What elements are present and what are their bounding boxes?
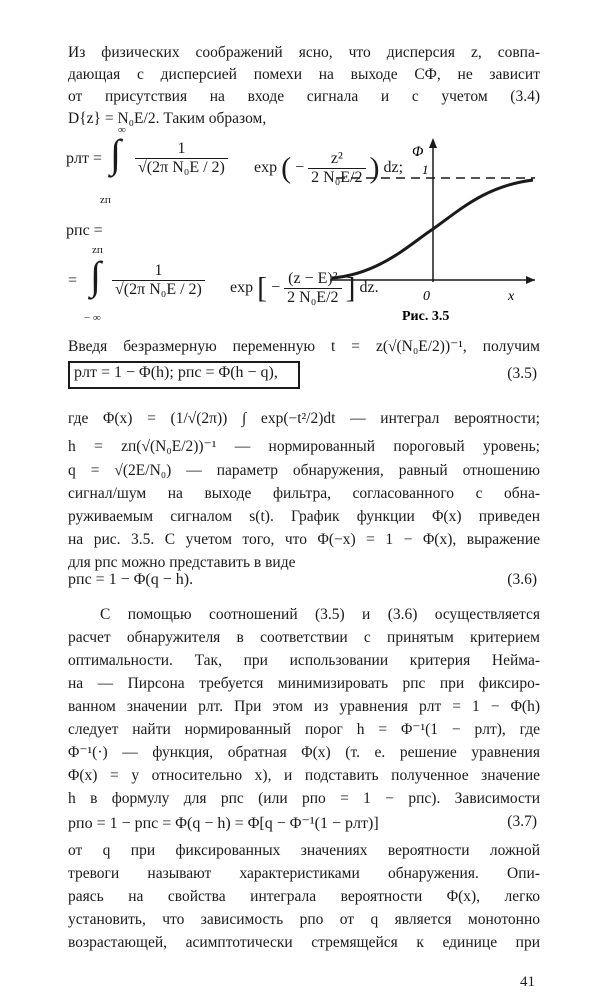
exp-num: z² [308,150,365,169]
equation-number: (3.5) [507,365,537,382]
figure-caption: Рис. 3.5 [402,309,450,324]
text-line: q = √(2E/N₀) — параметр обнаружения, равный отношению [68,462,540,479]
x-axis-label: x [508,289,515,304]
text-line: возрастающей, асимптотически стремящейся к единице при [68,934,540,951]
frac-num: 1 [135,140,228,159]
text-line: от q при фиксированных значениях вероятности ложной [68,842,540,859]
integral-lower-limit: zп [100,194,111,206]
integral-upper-limit: zп [92,244,103,256]
exp-func: exp [ − $\frac{\text{(z − E)²}}{\text{2 N₀E/2}}$ ] dz. [230,270,379,306]
equation-number: (3.7) [507,813,537,830]
text-line: раясь на свойства интеграла вероятности Φ(x), легко [68,888,540,905]
text-line: h = zп(√(N₀E/2))⁻¹ — нормированный пороговый уровень; [68,438,540,455]
frac-den: √(2π N₀E / 2) [115,281,202,298]
text-line: следует найти нормированный порог h = Φ⁻¹(1 − pлт), где [68,721,540,738]
text-line: от присутствия на входе сигнала и с учетом (3.4) [68,88,540,105]
text-line: на рис. 3.5. С учетом того, что Φ(−x) = 1 − Φ(x), выражение [68,531,540,548]
exp-den: 2 N₀E/2 [287,289,339,306]
fraction [112,262,205,299]
eq-tail: dz; [383,159,404,177]
eq-lhs: pлт = [66,150,102,167]
figure-3-5 [330,134,542,334]
eq-lhs: pпс = [66,222,103,239]
integral-lower-limit: − ∞ [84,312,101,324]
text-line: установить, что зависимость pпо от q является монотонно [68,911,540,928]
page-number: 41 [520,974,535,990]
eq-tail: dz. [359,279,379,297]
text-line: ванном значении pлт. При этом из уравнения pлт = 1 − Φ(h) [68,698,540,715]
text-line: где Φ(x) = (1/√(2π)) ∫ exp(−t²/2)dt — интеграл вероятности; [68,410,540,427]
text-line: h в формулу для pпс (или pпо = 1 − pпс). Зависимости [68,790,540,807]
text-line: С помощью соотношений (3.5) и (3.6) осуществляется [100,606,540,623]
text-line: сигнал/шум на выходе фильтра, согласованного с обна- [68,485,540,502]
text-line: руживаемым сигналом s(t). График функции Φ(x) приведен [68,508,540,525]
text-line: на — Пирсона требуется минимизировать pпс при фиксиро- [68,675,540,692]
text-line: Φ⁻¹(·) — функция, обратная Φ(x) (т. е. решение уравнения [68,744,540,761]
frac-den: √(2π N₀E / 2) [138,159,225,176]
book-page: Из физических соображений ясно, что дисперсия z, совпа- дающая с дисперсией помехи на выходе СФ, не зависит от присутствия на входе сигнала и с учетом (3.4) D{z} = N₀E/2. Таким образом, pлт = ∞ ∫ zп $\frac{1}{\text{√(2π N₀E / 2)}}$ exp ( − $\frac{\text{z²}}{\text{2 N₀E/2}}$ ) dz; pпс = zп = ∫ − ∞ $\frac{1}{\text{√(2π N₀E / 2)}}$ exp [ − $\frac{\text{(z − E)²}}{\text{2 N₀E/2}}$ ] dz. Φ 1 0 x Рис. 3.5 Введя безразмерную переменную t = z(√(N₀E/2))⁻¹, получим pлт = 1 − Φ(h); pпс = Φ(h − q), (3.5) где Φ(x) = (1/√(2π)) ∫ exp(−t²/2)dt — интеграл вероятности; h = zп(√(N₀E/2))⁻¹ — нормированный пороговый уровень; q = √(2E/N₀) — параметр обнаружения, равный отношению сигнал/шум на выходе фильтра, согласованного с обна- руживаемым сигналом s(t). График функции Φ(x) приведен на рис. 3.5. С учетом того, что Φ(−x) = 1 − Φ(x), выражение для pпс можно представить в виде pпс = 1 − Φ(q − h). (3.6) С помощью соотношений (3.5) и (3.6) осуществляется расчет обнаружителя в соответствии с принятым критерием оптимальности. Так, при использовании критерия Нейма- на — Пирсона требуется минимизировать pпс при фиксиро- ванном значении pлт. При этом из уравнения pлт = 1 − Φ(h) следует найти нормированный порог h = Φ⁻¹(1 − pлт), где Φ⁻¹(·) — функция, обратная Φ(x) (т. е. решение уравнения Φ(x) = y относительно x), и подставить полученное значение h в формулу для pпс (или pпо = 1 − pпс). Зависимости pпо = 1 − pпс = Φ(q − h) = Φ[q − Φ⁻¹(1 − pлт)] (3.7) от q при фиксированных значениях вероятности ложной тревоги называют характеристиками обнаружения. Опи- раясь на свойства интеграла вероятности Φ(x), легко установить, что зависимость pпо от q является монотонно возрастающей, асимптотически стремящейся к единице при 41 [66,44,540,990]
text-line: Из физических соображений ясно, что дисперсия z, совпа- [68,44,540,61]
exp-func: exp ( − $\frac{\text{z²}}{\text{2 N₀E/2}}$ ) dz; [254,150,404,186]
fraction [135,140,228,177]
origin-label: 0 [423,289,430,304]
y-axis-label: Φ [412,144,424,160]
exp-label: exp [254,159,278,177]
text-line: для pпс можно представить в виде [68,554,296,571]
text-line: D{z} = N₀E/2. Таким образом, [68,110,267,127]
equation-3-5: pлт = 1 − Φ(h); pпс = Φ(h − q), [74,364,278,381]
equation-number: (3.6) [507,571,537,588]
equation-ppc [66,222,103,240]
level-label: 1 [422,162,429,177]
integral-upper-limit: ∞ [118,124,126,136]
integral-sign: ∫ [110,131,121,176]
text-line: расчет обнаружителя в соответствии с принятым критерием [68,629,540,646]
equation-3-6: pпс = 1 − Φ(q − h). [68,571,194,588]
equation-3-7: pпо = 1 − pпс = Φ(q − h) = Φ[q − Φ⁻¹(1 − pлт)] [68,815,379,832]
exp-label: exp [230,279,254,297]
exp-den: 2 N₀E/2 [311,169,363,186]
integral-sign: ∫ [90,253,101,298]
frac-num: 1 [112,262,205,281]
text-line: дающая с дисперсией помехи на выходе СФ, не зависит [68,66,540,83]
x-axis-arrow [526,276,535,284]
exp-num: (z − E)² [284,270,341,289]
text-line: Φ(x) = y относительно x), и подставить полученное значение [68,767,540,784]
equation-plt [66,150,102,168]
text-line: Введя безразмерную переменную t = z(√(N₀E/2))⁻¹, получим [68,338,540,355]
y-axis-arrow [429,138,437,148]
text-line: оптимальности. Так, при использовании критерия Нейма- [68,652,540,669]
text-line: тревоги называют характеристиками обнаружения. Опи- [68,865,540,882]
